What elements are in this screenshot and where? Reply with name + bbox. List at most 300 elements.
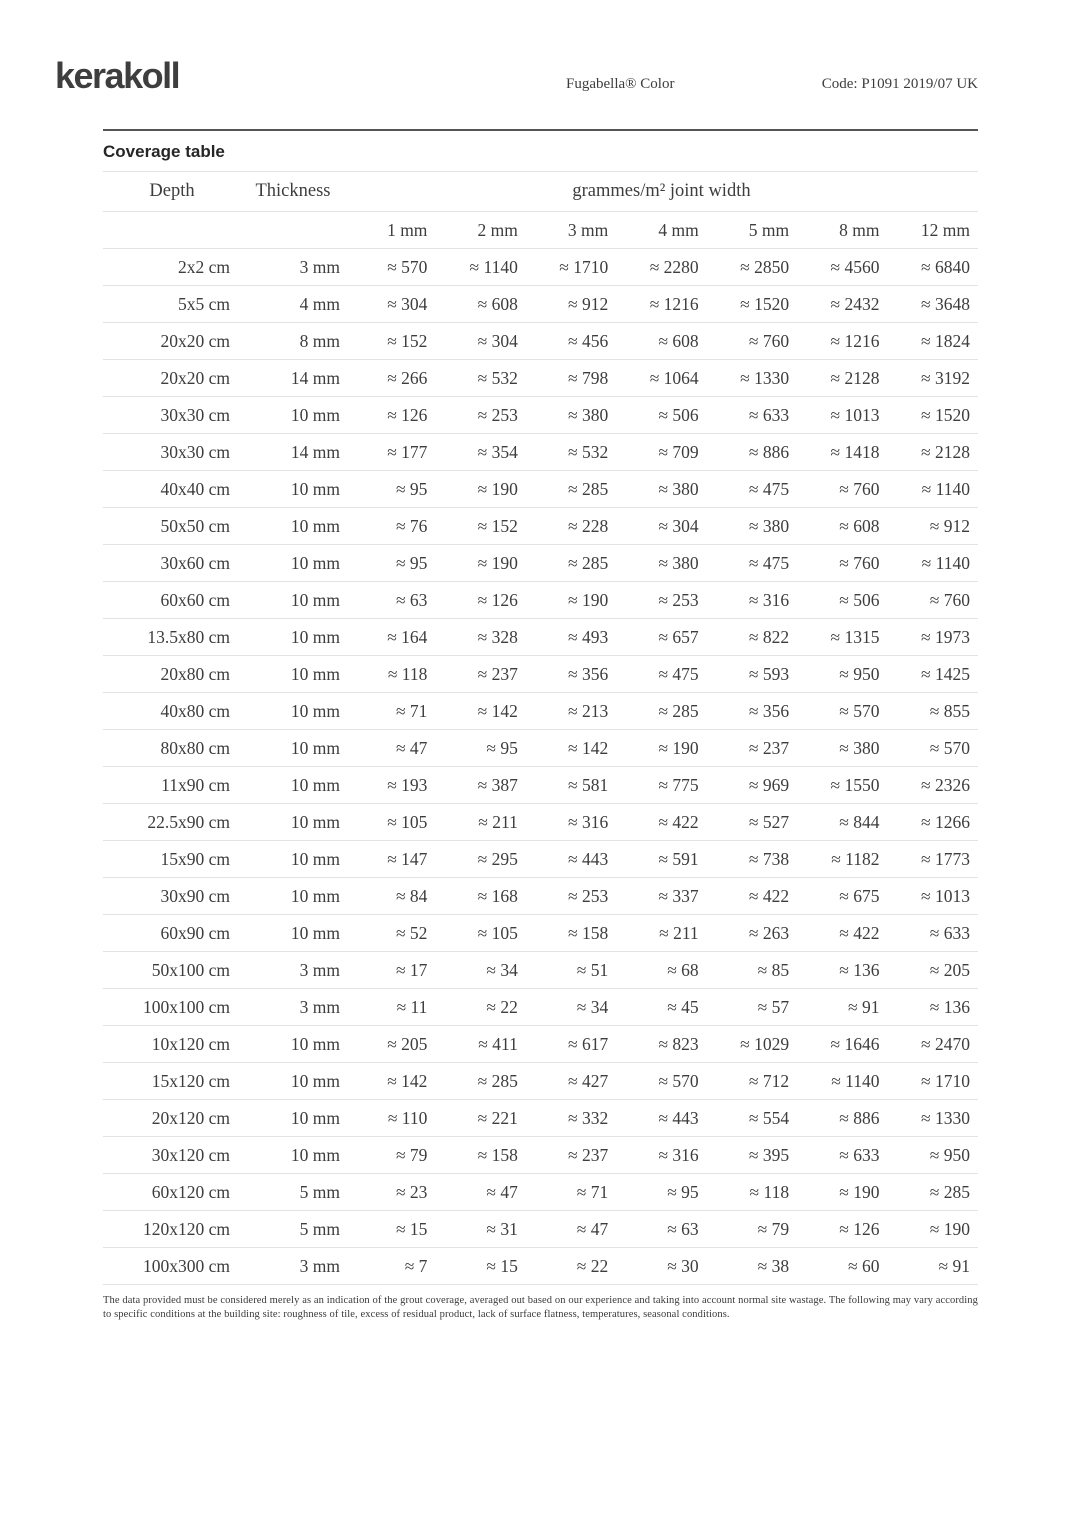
thickness-cell: 10 mm [290,515,340,536]
depth-cell: 20x80 cm [160,663,230,684]
depth-cell: 60x60 cm [160,589,230,610]
coverage-value-cell: ≈ 570 [658,1070,699,1091]
coverage-section [103,129,978,1321]
coverage-value-cell: ≈ 118 [387,663,428,684]
coverage-value-cell: ≈ 1140 [921,478,970,499]
coverage-value-cell: ≈ 712 [748,1070,790,1091]
coverage-value-cell: ≈ 168 [477,885,518,906]
depth-cell: 20x20 cm [160,330,230,351]
coverage-value-cell: ≈ 1315 [830,626,880,647]
coverage-value-cell: ≈ 23 [395,1181,428,1202]
coverage-value-cell: ≈ 633 [748,404,790,425]
coverage-value-cell: ≈ 7 [404,1255,428,1276]
grammes-joint-width-header: grammes/m² joint width [572,181,751,201]
coverage-value-cell: ≈ 126 [387,404,428,425]
coverage-value-cell: ≈ 110 [387,1107,428,1128]
coverage-value-cell: ≈ 68 [667,959,699,980]
coverage-value-cell: ≈ 380 [658,552,699,573]
coverage-value-cell: ≈ 506 [839,589,880,610]
thickness-cell: 10 mm [290,811,340,832]
joint-width-header-cell: 4 mm [658,219,699,240]
coverage-value-cell: ≈ 2128 [830,367,880,388]
thickness-cell: 10 mm [290,1144,340,1165]
coverage-value-cell: ≈ 332 [568,1107,609,1128]
table-row [103,582,978,619]
joint-width-header-cell: 1 mm [387,219,428,240]
table-row [103,619,978,656]
thickness-cell: 14 mm [290,441,340,462]
coverage-value-cell: ≈ 570 [387,256,428,277]
coverage-value-cell: ≈ 193 [387,774,428,795]
coverage-value-cell: ≈ 798 [568,367,609,388]
coverage-value-cell: ≈ 581 [568,774,609,795]
coverage-value-cell: ≈ 142 [477,700,518,721]
coverage-value-cell: ≈ 126 [839,1218,880,1239]
coverage-value-cell: ≈ 1773 [921,848,970,869]
coverage-value-cell: ≈ 950 [839,663,880,684]
coverage-value-cell: ≈ 34 [486,959,518,980]
depth-column-header: Depth [149,181,195,201]
coverage-value-cell: ≈ 1029 [740,1033,790,1054]
coverage-value-cell: ≈ 285 [568,478,609,499]
coverage-value-cell: ≈ 126 [477,589,518,610]
depth-cell: 20x20 cm [160,367,230,388]
empty-cell [241,212,345,249]
coverage-value-cell: ≈ 337 [658,885,699,906]
thickness-cell: 14 mm [290,367,340,388]
coverage-value-cell: ≈ 95 [486,737,518,758]
coverage-value-cell: ≈ 63 [667,1218,699,1239]
joint-width-header-cell: 12 mm [920,219,970,240]
coverage-value-cell: ≈ 30 [667,1255,699,1276]
coverage-value-cell: ≈ 253 [477,404,518,425]
coverage-value-cell: ≈ 71 [576,1181,609,1202]
coverage-value-cell: ≈ 443 [568,848,609,869]
table-row [103,1137,978,1174]
thickness-cell: 10 mm [290,626,340,647]
thickness-cell: 10 mm [290,1107,340,1128]
coverage-value-cell: ≈ 237 [568,1144,609,1165]
coverage-value-cell: ≈ 304 [387,293,428,314]
coverage-value-cell: ≈ 886 [748,441,790,462]
coverage-value-cell: ≈ 91 [848,996,880,1017]
table-row [103,1100,978,1137]
thickness-cell: 10 mm [290,552,340,573]
coverage-value-cell: ≈ 760 [839,478,880,499]
coverage-value-cell: ≈ 475 [748,552,790,573]
coverage-value-cell: ≈ 71 [395,700,428,721]
product-name: Fugabella® Color [566,76,675,92]
thickness-cell: 3 mm [299,959,340,980]
coverage-value-cell: ≈ 1425 [921,663,970,684]
coverage-value-cell: ≈ 1140 [469,256,518,277]
coverage-value-cell: ≈ 17 [395,959,428,980]
table-row [103,767,978,804]
coverage-value-cell: ≈ 380 [839,737,880,758]
thickness-cell: 10 mm [290,774,340,795]
coverage-value-cell: ≈ 657 [658,626,699,647]
coverage-value-cell: ≈ 316 [748,589,790,610]
coverage-value-cell: ≈ 47 [486,1181,518,1202]
coverage-value-cell: ≈ 1520 [740,293,790,314]
depth-cell: 30x60 cm [160,552,230,573]
coverage-value-cell: ≈ 760 [748,330,790,351]
coverage-value-cell: ≈ 34 [576,996,609,1017]
coverage-value-cell: ≈ 295 [477,848,518,869]
empty-cell [103,212,241,249]
coverage-value-cell: ≈ 709 [658,441,699,462]
coverage-value-cell: ≈ 532 [477,367,518,388]
coverage-value-cell: ≈ 237 [748,737,790,758]
coverage-value-cell: ≈ 316 [568,811,609,832]
depth-cell: 60x120 cm [151,1181,230,1202]
depth-cell: 15x120 cm [151,1070,230,1091]
coverage-value-cell: ≈ 760 [839,552,880,573]
coverage-value-cell: ≈ 356 [748,700,790,721]
coverage-value-cell: ≈ 158 [568,922,609,943]
joint-width-header-cell: 2 mm [477,219,518,240]
table-row [103,286,978,323]
coverage-value-cell: ≈ 356 [568,663,609,684]
depth-cell: 80x80 cm [160,737,230,758]
depth-cell: 120x120 cm [142,1218,230,1239]
coverage-value-cell: ≈ 3648 [921,293,970,314]
coverage-value-cell: ≈ 136 [839,959,880,980]
joint-width-header-cell: 8 mm [839,219,880,240]
depth-cell: 2x2 cm [177,256,230,277]
top-divider [103,129,978,131]
thickness-cell: 10 mm [290,848,340,869]
coverage-value-cell: ≈ 85 [757,959,790,980]
thickness-cell: 8 mm [299,330,340,351]
coverage-value-cell: ≈ 1710 [559,256,609,277]
table-row [103,804,978,841]
coverage-value-cell: ≈ 1266 [921,811,970,832]
coverage-value-cell: ≈ 823 [658,1033,699,1054]
coverage-value-cell: ≈ 1182 [831,848,880,869]
coverage-value-cell: ≈ 1418 [830,441,880,462]
coverage-value-cell: ≈ 380 [568,404,609,425]
coverage-value-cell: ≈ 316 [658,1144,699,1165]
coverage-value-cell: ≈ 95 [395,552,428,573]
coverage-value-cell: ≈ 475 [658,663,699,684]
coverage-value-cell: ≈ 177 [387,441,428,462]
coverage-value-cell: ≈ 443 [658,1107,699,1128]
coverage-value-cell: ≈ 475 [748,478,790,499]
depth-cell: 5x5 cm [177,293,230,314]
depth-cell: 10x120 cm [151,1033,230,1054]
coverage-value-cell: ≈ 142 [568,737,609,758]
coverage-value-cell: ≈ 228 [568,515,609,536]
coverage-value-cell: ≈ 263 [748,922,790,943]
coverage-value-cell: ≈ 506 [658,404,699,425]
coverage-value-cell: ≈ 285 [658,700,699,721]
footnote: The data provided must be considered merely as an indication of the grout coverage, averaged out based on our experience and taking into account normal site wastage. The following may vary according to specific conditions at the building site: roughness of tile, excess of residual product, lack of surface flatness, temperatures, seasonal conditions. [103,1295,978,1320]
coverage-value-cell: ≈ 11 [396,996,428,1017]
thickness-cell: 5 mm [299,1181,340,1202]
coverage-value-cell: ≈ 105 [477,922,518,943]
coverage-value-cell: ≈ 60 [848,1255,880,1276]
depth-cell: 50x100 cm [151,959,230,980]
coverage-value-cell: ≈ 164 [387,626,428,647]
coverage-value-cell: ≈ 190 [477,478,518,499]
depth-cell: 22.5x90 cm [147,811,230,832]
coverage-value-cell: ≈ 1013 [921,885,970,906]
coverage-value-cell: ≈ 1216 [830,330,880,351]
coverage-value-cell: ≈ 38 [757,1255,790,1276]
coverage-value-cell: ≈ 285 [568,552,609,573]
coverage-value-cell: ≈ 328 [477,626,518,647]
coverage-value-cell: ≈ 570 [929,737,970,758]
coverage-value-cell: ≈ 205 [387,1033,428,1054]
table-row [103,915,978,952]
depth-cell: 30x30 cm [160,404,230,425]
coverage-value-cell: ≈ 52 [395,922,428,943]
coverage-value-cell: ≈ 190 [477,552,518,573]
coverage-value-cell: ≈ 1330 [921,1107,970,1128]
depth-cell: 100x100 cm [142,996,230,1017]
table-row [103,397,978,434]
coverage-value-cell: ≈ 1646 [830,1033,880,1054]
thickness-cell: 10 mm [290,700,340,721]
coverage-value-cell: ≈ 142 [387,1070,428,1091]
coverage-value-cell: ≈ 51 [576,959,609,980]
table-row [103,841,978,878]
thickness-cell: 3 mm [299,1255,340,1276]
coverage-value-cell: ≈ 4560 [830,256,880,277]
table-row [103,1063,978,1100]
thickness-cell: 10 mm [290,404,340,425]
table-row [103,989,978,1026]
coverage-value-cell: ≈ 95 [395,478,428,499]
table-row [103,434,978,471]
table-row [103,249,978,286]
coverage-value-cell: ≈ 593 [748,663,790,684]
coverage-value-cell: ≈ 45 [667,996,699,1017]
table-row [103,1211,978,1248]
coverage-value-cell: ≈ 158 [477,1144,518,1165]
coverage-value-cell: ≈ 387 [477,774,518,795]
coverage-value-cell: ≈ 760 [929,589,970,610]
coverage-value-cell: ≈ 950 [929,1144,970,1165]
depth-cell: 20x120 cm [151,1107,230,1128]
coverage-value-cell: ≈ 554 [748,1107,790,1128]
coverage-value-cell: ≈ 380 [748,515,790,536]
depth-cell: 13.5x80 cm [147,626,230,647]
joint-width-header-cell: 3 mm [567,219,609,240]
coverage-value-cell: ≈ 633 [929,922,970,943]
coverage-value-cell: ≈ 1824 [921,330,970,351]
coverage-value-cell: ≈ 211 [659,922,699,943]
depth-cell: 40x40 cm [160,478,230,499]
coverage-value-cell: ≈ 22 [576,1255,609,1276]
table-row [103,952,978,989]
coverage-value-cell: ≈ 608 [477,293,518,314]
coverage-value-cell: ≈ 738 [748,848,790,869]
coverage-value-cell: ≈ 285 [929,1181,970,1202]
coverage-value-cell: ≈ 152 [387,330,428,351]
depth-cell: 60x90 cm [160,922,230,943]
coverage-value-cell: ≈ 1520 [921,404,970,425]
coverage-value-cell: ≈ 152 [477,515,518,536]
coverage-value-cell: ≈ 6840 [921,256,970,277]
coverage-value-cell: ≈ 411 [478,1033,518,1054]
coverage-value-cell: ≈ 76 [395,515,428,536]
coverage-value-cell: ≈ 118 [749,1181,790,1202]
coverage-value-cell: ≈ 2850 [740,256,790,277]
coverage-value-cell: ≈ 844 [839,811,880,832]
coverage-value-cell: ≈ 237 [477,663,518,684]
coverage-value-cell: ≈ 1013 [830,404,880,425]
coverage-value-cell: ≈ 527 [748,811,790,832]
coverage-value-cell: ≈ 253 [568,885,609,906]
section-title: Coverage table [103,142,225,161]
coverage-value-cell: ≈ 422 [748,885,790,906]
coverage-value-cell: ≈ 608 [658,330,699,351]
coverage-value-cell: ≈ 2470 [921,1033,970,1054]
joint-width-header-cell: 5 mm [748,219,790,240]
table-row [103,878,978,915]
coverage-value-cell: ≈ 855 [929,700,970,721]
coverage-value-cell: ≈ 1973 [921,626,970,647]
coverage-value-cell: ≈ 213 [568,700,609,721]
thickness-cell: 10 mm [290,1070,340,1091]
thickness-cell: 3 mm [299,996,340,1017]
coverage-value-cell: ≈ 617 [568,1033,609,1054]
coverage-value-cell: ≈ 15 [395,1218,428,1239]
table-row [103,656,978,693]
thickness-cell: 10 mm [290,589,340,610]
thickness-cell: 10 mm [290,737,340,758]
table-row [103,1248,978,1285]
coverage-value-cell: ≈ 15 [486,1255,518,1276]
coverage-value-cell: ≈ 969 [748,774,790,795]
depth-cell: 30x90 cm [160,885,230,906]
coverage-value-cell: ≈ 633 [839,1144,880,1165]
coverage-value-cell: ≈ 591 [658,848,699,869]
coverage-value-cell: ≈ 285 [477,1070,518,1091]
coverage-value-cell: ≈ 190 [568,589,609,610]
coverage-value-cell: ≈ 22 [486,996,518,1017]
table-row [103,323,978,360]
depth-cell: 30x120 cm [151,1144,230,1165]
coverage-value-cell: ≈ 422 [839,922,880,943]
coverage-value-cell: ≈ 95 [667,1181,699,1202]
coverage-value-cell: ≈ 304 [477,330,518,351]
thickness-cell: 10 mm [290,885,340,906]
coverage-value-cell: ≈ 493 [568,626,609,647]
column-header-row [103,172,978,212]
coverage-value-cell: ≈ 2326 [921,774,970,795]
coverage-value-cell: ≈ 675 [839,885,880,906]
thickness-column-header: Thickness [255,181,331,201]
coverage-value-cell: ≈ 1550 [830,774,880,795]
depth-cell: 40x80 cm [160,700,230,721]
coverage-value-cell: ≈ 822 [748,626,790,647]
coverage-value-cell: ≈ 456 [568,330,609,351]
coverage-value-cell: ≈ 1064 [649,367,699,388]
table-row [103,545,978,582]
depth-cell: 11x90 cm [161,774,230,795]
coverage-value-cell: ≈ 47 [576,1218,609,1239]
table-row [103,693,978,730]
coverage-value-cell: ≈ 422 [658,811,699,832]
table-row [103,508,978,545]
coverage-value-cell: ≈ 427 [568,1070,609,1091]
table-row [103,1026,978,1063]
thickness-cell: 4 mm [299,293,340,314]
thickness-cell: 10 mm [290,663,340,684]
depth-cell: 30x30 cm [160,441,230,462]
coverage-value-cell: ≈ 395 [748,1144,790,1165]
coverage-value-cell: ≈ 1216 [649,293,699,314]
coverage-value-cell: ≈ 380 [658,478,699,499]
thickness-cell: 3 mm [299,256,340,277]
coverage-value-cell: ≈ 1140 [921,552,970,573]
coverage-value-cell: ≈ 3192 [921,367,970,388]
table-row [103,730,978,767]
coverage-value-cell: ≈ 190 [929,1218,970,1239]
coverage-value-cell: ≈ 1140 [831,1070,880,1091]
thickness-cell: 5 mm [299,1218,340,1239]
coverage-value-cell: ≈ 532 [568,441,609,462]
coverage-value-cell: ≈ 2128 [921,441,970,462]
coverage-value-cell: ≈ 253 [658,589,699,610]
coverage-value-cell: ≈ 912 [929,515,970,536]
coverage-value-cell: ≈ 47 [395,737,428,758]
coverage-value-cell: ≈ 2432 [830,293,880,314]
coverage-value-cell: ≈ 91 [938,1255,970,1276]
coverage-value-cell: ≈ 205 [929,959,970,980]
table-row [103,471,978,508]
coverage-value-cell: ≈ 608 [839,515,880,536]
coverage-value-cell: ≈ 1330 [740,367,790,388]
coverage-value-cell: ≈ 147 [387,848,428,869]
table-row [103,1174,978,1211]
thickness-cell: 10 mm [290,922,340,943]
coverage-value-cell: ≈ 354 [477,441,518,462]
coverage-value-cell: ≈ 79 [757,1218,790,1239]
coverage-value-cell: ≈ 1710 [921,1070,970,1091]
depth-cell: 100x300 cm [142,1255,230,1276]
thickness-cell: 10 mm [290,478,340,499]
joint-width-header-row [103,212,978,249]
depth-cell: 15x90 cm [160,848,230,869]
depth-cell: 50x50 cm [160,515,230,536]
coverage-value-cell: ≈ 211 [478,811,518,832]
coverage-value-cell: ≈ 79 [395,1144,428,1165]
coverage-value-cell: ≈ 136 [929,996,970,1017]
coverage-value-cell: ≈ 57 [757,996,790,1017]
coverage-value-cell: ≈ 190 [658,737,699,758]
document-code: Code: P1091 2019/07 UK [821,76,978,92]
coverage-value-cell: ≈ 31 [486,1218,518,1239]
coverage-value-cell: ≈ 304 [658,515,699,536]
coverage-value-cell: ≈ 886 [839,1107,880,1128]
coverage-table [103,171,978,1285]
coverage-value-cell: ≈ 570 [839,700,880,721]
thickness-cell: 10 mm [290,1033,340,1054]
table-row [103,360,978,397]
coverage-value-cell: ≈ 190 [839,1181,880,1202]
coverage-value-cell: ≈ 105 [387,811,428,832]
coverage-value-cell: ≈ 775 [658,774,699,795]
coverage-value-cell: ≈ 221 [477,1107,518,1128]
coverage-value-cell: ≈ 63 [395,589,428,610]
coverage-value-cell: ≈ 84 [395,885,428,906]
kerakoll-logo: kerakoll [55,55,180,96]
coverage-value-cell: ≈ 912 [568,293,609,314]
